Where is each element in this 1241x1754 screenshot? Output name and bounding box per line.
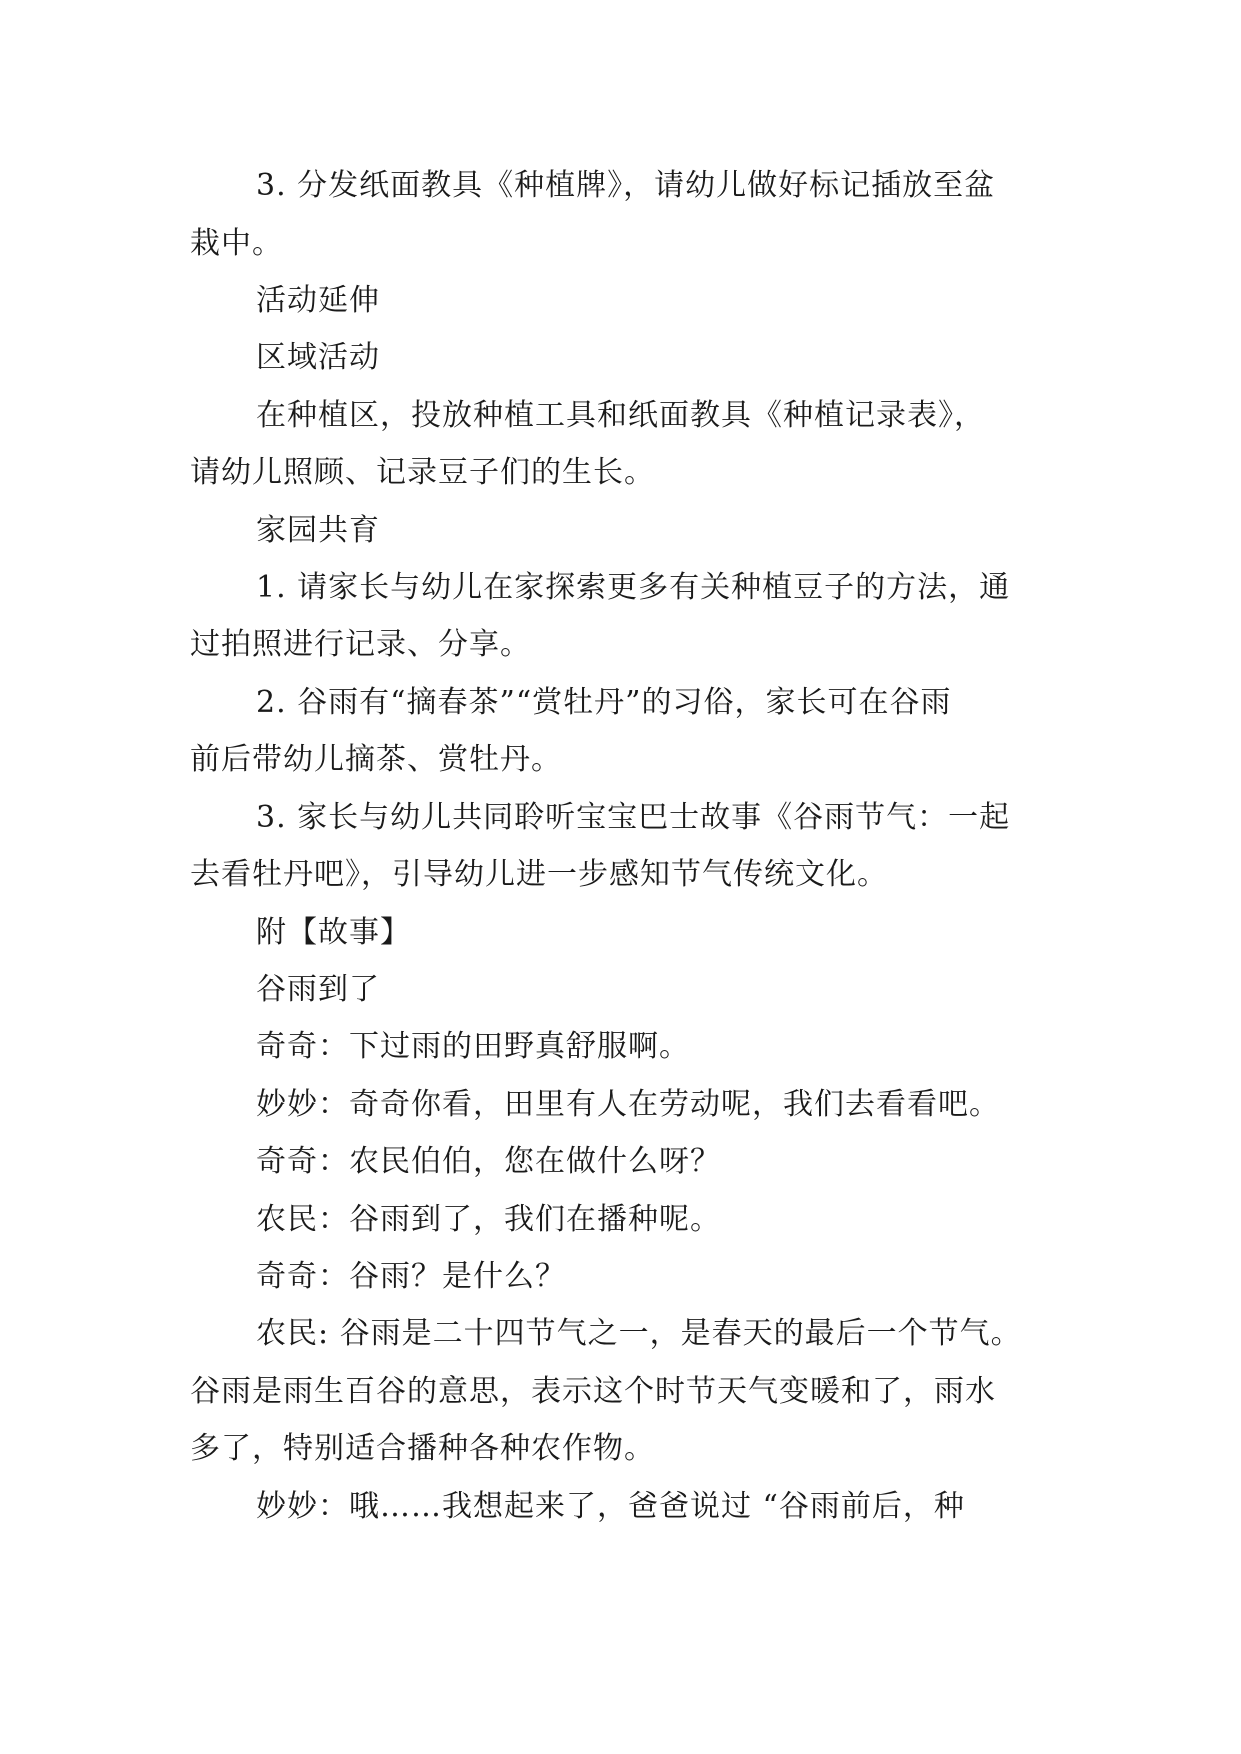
paragraph-line: 去看牡丹吧》，引导幼儿进一步感知节气传统文化。 (190, 857, 888, 892)
section-heading: 家园共育 (256, 513, 380, 548)
paragraph-line: 3. 分发纸面教具《种植牌》，请幼儿做好标记插放至盆 (256, 168, 996, 203)
dialogue-line: 奇奇：农民伯伯，您在做什么呀？ (256, 1144, 721, 1179)
dialogue-line: 奇奇：下过雨的田野真舒服啊。 (256, 1029, 690, 1064)
paragraph-line: 3. 家长与幼儿共同聆听宝宝巴士故事《谷雨节气：一起 (256, 800, 1011, 835)
dialogue-line: 奇奇：谷雨？是什么？ (256, 1259, 566, 1294)
paragraph-line: 过拍照进行记录、分享。 (190, 627, 531, 662)
paragraph-line: 请幼儿照顾、记录豆子们的生长。 (190, 455, 655, 490)
section-heading: 附【故事】 (256, 915, 411, 950)
paragraph-line: 在种植区，投放种植工具和纸面教具《种植记录表》， (256, 398, 985, 433)
dialogue-line: 妙妙：奇奇你看，田里有人在劳动呢，我们去看看吧。 (256, 1087, 1000, 1122)
section-heading: 活动延伸 (256, 283, 380, 318)
dialogue-line: 谷雨是雨生百谷的意思，表示这个时节天气变暖和了，雨水 (190, 1374, 996, 1409)
dialogue-line: 农民：谷雨到了，我们在播种呢。 (256, 1202, 721, 1237)
paragraph-line: 栽中。 (190, 226, 283, 261)
dialogue-line: 农民: 谷雨是二十四节气之一，是春天的最后一个节气。 (256, 1316, 1022, 1351)
section-heading: 区域活动 (256, 340, 380, 375)
paragraph-line: 1. 请家长与幼儿在家探索更多有关种植豆子的方法，通 (256, 570, 1011, 605)
paragraph-line: 前后带幼儿摘茶、赏牡丹。 (190, 742, 562, 777)
dialogue-line: 妙妙：哦……我想起来了，爸爸说过 “谷雨前后，种 (256, 1489, 965, 1524)
paragraph-line: 2. 谷雨有“摘春茶”“赏牡丹”的习俗，家长可在谷雨 (256, 685, 952, 720)
story-title: 谷雨到了 (256, 972, 380, 1007)
dialogue-line: 多了，特别适合播种各种农作物。 (190, 1431, 655, 1466)
